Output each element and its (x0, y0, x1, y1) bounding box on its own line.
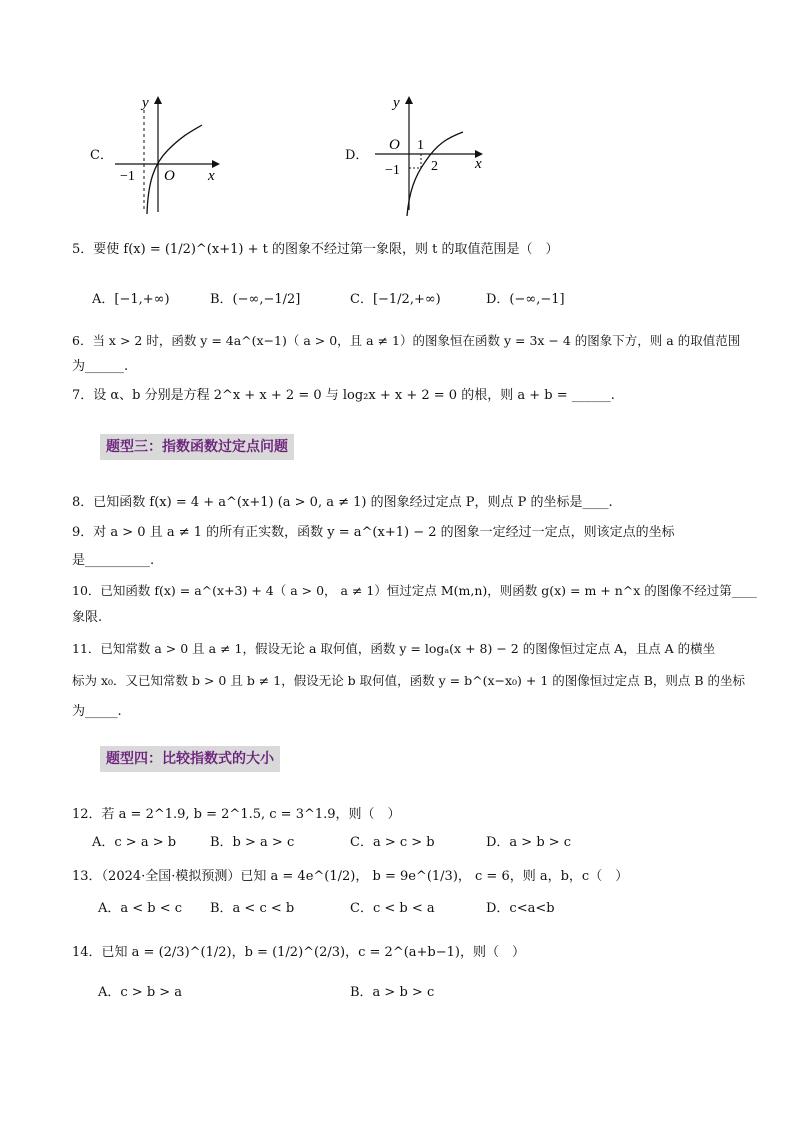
question-10-line-2: 象限. (72, 610, 103, 625)
q12-choice-d[interactable]: D．a > b > c (486, 835, 572, 850)
graph-c-origin-label: O (164, 168, 175, 184)
question-7: 7．设 α、b 分别是方程 2^x + x + 2 = 0 与 log₂x + x + 2 = 0 的根，则 a + b = ______. (72, 388, 615, 403)
graph-d-y-arrow (405, 96, 413, 104)
graph-d-tick-one: 1 (417, 138, 424, 153)
question-11-line-3: 为_____. (72, 704, 122, 719)
graph-d-svg (345, 92, 495, 217)
graph-d-curve (407, 132, 463, 216)
option-d-label: D． (345, 148, 369, 163)
question-9-line-1: 9．对 a > 0 且 a ≠ 1 的所有正实数，函数 y = a^(x+1) − 2 的图象一定经过一定点，则该定点的坐标 (72, 525, 675, 540)
question-12: 12．若 a = 2^1.9, b = 2^1.5, c = 3^1.9，则（ ） (72, 807, 401, 822)
q5-choice-b[interactable]: B．(−∞,−1/2] (210, 292, 301, 307)
graph-c-y-label: y (142, 95, 149, 111)
q5-choice-d[interactable]: D．(−∞,−1] (486, 292, 565, 307)
option-c-label: C． (90, 148, 113, 163)
graph-d-y-label: y (393, 95, 400, 111)
q5-choice-a[interactable]: A．[−1,+∞) (92, 292, 170, 307)
question-9-line-2: 是__________. (72, 553, 155, 568)
question-13: 13．（2024·全国·模拟预测）已知 a = 4e^(1/2)， b = 9e^(1/3)， c = 6，则 a，b，c（ ） (72, 869, 629, 884)
q13-choice-a[interactable]: A．a < b < c (98, 901, 183, 916)
question-6-line-2: 为______. (72, 359, 129, 374)
option-c-graph (90, 92, 230, 217)
q14-choice-a[interactable]: A．c > b > a (98, 985, 183, 1000)
q13-choice-c[interactable]: C．c < b < a (350, 901, 435, 916)
graph-c-x-label: x (208, 168, 215, 184)
question-11-line-2: 标为 x₀．又已知常数 b > 0 且 b ≠ 1，假设无论 b 取何值，函数 y = b^(x−x₀) + 1 的图像恒过定点 B，则点 B 的坐标 (72, 673, 746, 688)
question-5: 5．要使 f(x) = (1/2)^(x+1) + t 的图象不经过第一象限，则 t 的取值范围是（ ） (72, 242, 559, 257)
q14-choice-b[interactable]: B．a > b > c (350, 985, 435, 1000)
question-11-line-1: 11．已知常数 a > 0 且 a ≠ 1，假设无论 a 取何值，函数 y = logₐ(x + 8) − 2 的图像恒过定点 A，且点 A 的横坐 (72, 641, 716, 656)
graph-c-x-arrow (212, 160, 220, 168)
section-heading-3: 题型三：指数函数过定点问题 (100, 434, 294, 460)
graph-d-origin-label: O (389, 137, 400, 153)
q12-choice-c[interactable]: C．a > c > b (350, 835, 435, 850)
section-heading-4: 题型四：比较指数式的大小 (100, 746, 280, 772)
q12-choice-b[interactable]: B．b > a > c (210, 835, 295, 850)
graph-c-svg (90, 92, 230, 217)
graph-c-tick-neg-one: −1 (120, 169, 135, 184)
graph-d-tick-neg-one: −1 (385, 163, 400, 178)
graph-d-tick-two: 2 (431, 159, 438, 174)
question-10-line-1: 10．已知函数 f(x) = a^(x+3) + 4（ a > 0， a ≠ 1）恒过定点 M(m,n)，则函数 g(x) = m + n^x 的图像不经过第____ (72, 583, 757, 598)
q5-choice-c[interactable]: C．[−1/2,+∞) (350, 292, 441, 307)
graph-c-y-arrow (154, 96, 162, 104)
q13-choice-b[interactable]: B．a < c < b (210, 901, 295, 916)
question-14: 14．已知 a = (2/3)^(1/2)，b = (1/2)^(2/3)，c = 2^(a+b−1)，则（ ） (72, 945, 525, 960)
q12-choice-a[interactable]: A．c > a > b (92, 835, 177, 850)
question-8: 8．已知函数 f(x) = 4 + a^(x+1) (a > 0, a ≠ 1) 的图象经过定点 P，则点 P 的坐标是____. (72, 495, 613, 510)
graph-d-x-label: x (475, 156, 482, 172)
question-6-line-1: 6．当 x > 2 时，函数 y = 4a^(x−1)（ a > 0，且 a ≠ 1）的图象恒在函数 y = 3x − 4 的图象下方，则 a 的取值范围 (72, 333, 741, 348)
option-d-graph (345, 92, 495, 217)
q13-choice-d[interactable]: D．c<a<b (486, 901, 555, 916)
